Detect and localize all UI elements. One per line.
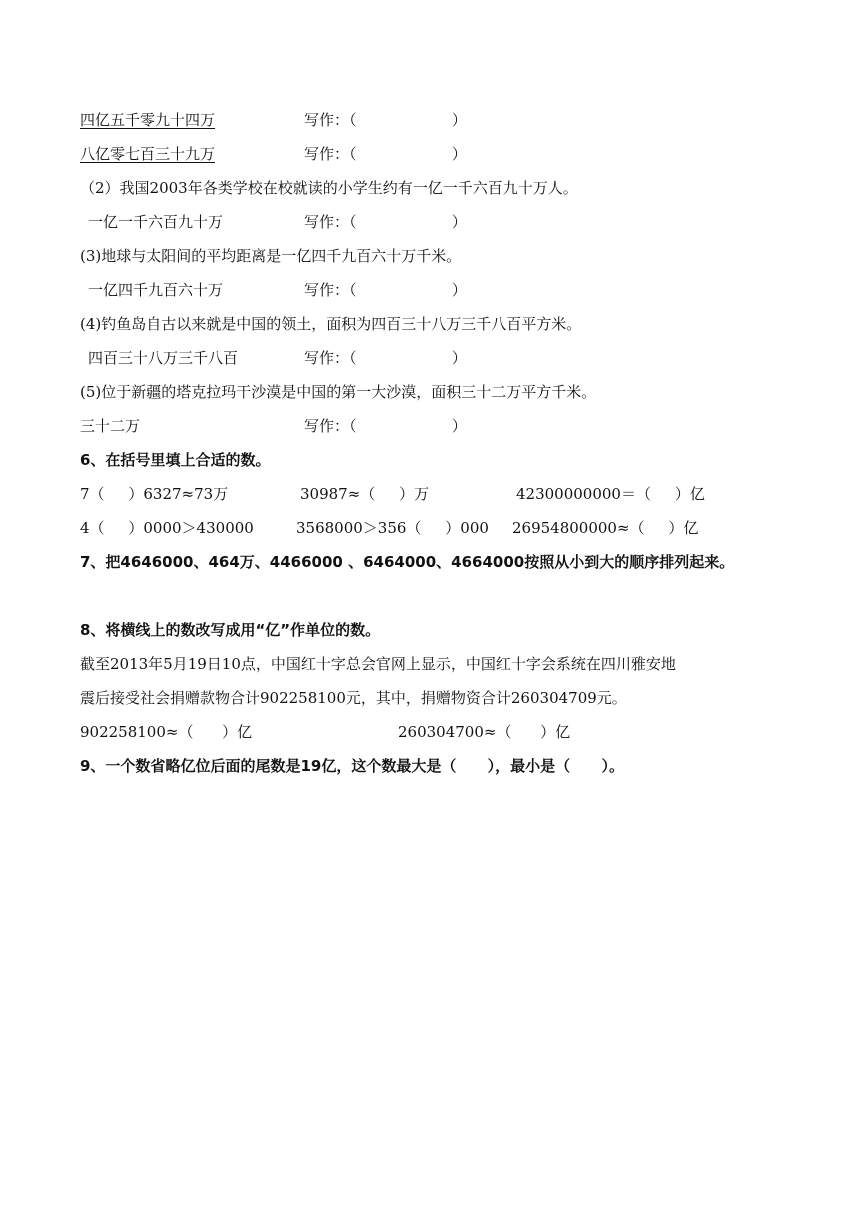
fill-item-1: 7（ ）6327≈73万 [80,485,229,503]
section-9-question: 9、一个数省略亿位后面的尾数是19亿，这个数最大是（ ），最小是（ ）。 [80,757,624,775]
question-2-prompt: 写作：（ ） [304,213,467,231]
question-3-prompt: 写作：（ ） [304,281,467,299]
question-5-prompt: 写作：（ ） [304,417,467,435]
conversion-blank-2: 260304700≈（ ）亿 [398,723,571,741]
question-5-text: (5)位于新疆的塔克拉玛干沙漠是中国的第一大沙漠，面积三十二万平方千米。 [80,383,597,401]
conversion-blank-1: 902258100≈（ ）亿 [80,723,253,741]
section-8-paragraph-line-1: 截至2013年5月19日10点，中国红十字总会官网上显示，中国红十字会系统在四川雅安地 [80,655,676,673]
fill-item-6: 26954800000≈（ ）亿 [512,519,699,537]
section-8-title: 8、将横线上的数改写成用“亿”作单位的数。 [80,621,381,639]
write-prompt-1: 写作：（ ） [304,111,467,129]
section-8-paragraph-line-2: 震后接受社会捐赠款物合计902258100元，其中，捐赠物资合计260304709元。 [80,689,627,707]
fill-item-2: 30987≈（ ）万 [300,485,430,503]
number-words-1: 四亿五千零九十四万 [80,111,216,129]
question-4-prompt: 写作：（ ） [304,349,467,367]
section-7-title: 7、把4646000、464万、4466000 、6464000、4664000按照从小到大的顺序排列起来。 [80,553,735,571]
question-2-text: （2）我国2003年各类学校在校就读的小学生约有一亿一千六百九十万人。 [80,179,578,197]
fill-item-4: 4（ ）0000＞430000 [80,519,254,537]
write-prompt-2: 写作：（ ） [304,145,467,163]
question-4-words: 四百三十八万三千八百 [88,349,239,367]
question-2-words: 一亿一千六百九十万 [88,213,224,231]
section-6-title: 6、在括号里填上合适的数。 [80,451,271,469]
fill-item-3: 42300000000＝（ ）亿 [516,485,705,503]
question-3-text: (3)地球与太阳间的平均距离是一亿四千九百六十万千米。 [80,247,462,265]
number-words-2: 八亿零七百三十九万 [80,145,216,163]
question-5-words: 三十二万 [80,417,141,435]
fill-item-5: 3568000＞356（ ）000 [296,519,489,537]
question-3-words: 一亿四千九百六十万 [88,281,224,299]
question-4-text: (4)钓鱼岛自古以来就是中国的领土，面积为四百三十八万三千八百平方米。 [80,315,582,333]
